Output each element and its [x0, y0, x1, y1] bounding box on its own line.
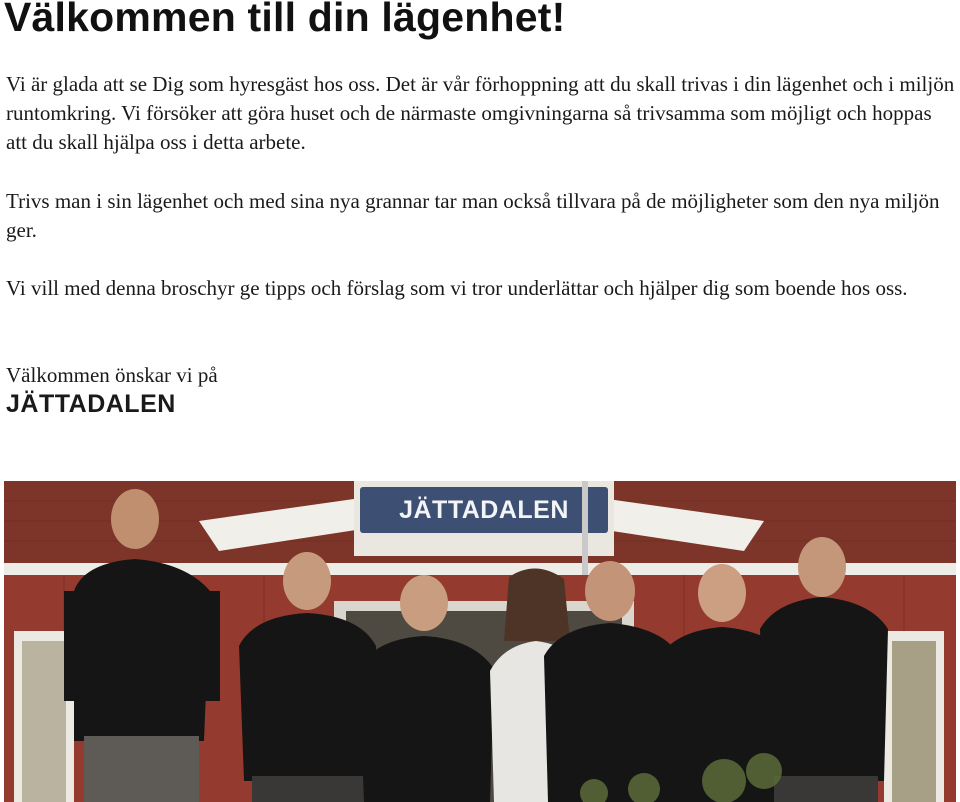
intro-paragraph: Vi är glada att se Dig som hyresgäst hos oss. Det är vår förhoppning att du skall trivas i din lägenhet och i miljön runtomkring. Vi försöker att göra huset och de närmaste omgivningarna så trivsamma som möjligt och hoppas att du skall hjälpa oss i detta arbete.: [6, 72, 955, 154]
building-sign-text: JÄTTADALEN: [399, 496, 569, 524]
signoff-text: Välkommen önskar vi på: [6, 363, 218, 387]
staff-group-photo: [4, 481, 956, 802]
page-title: Välkommen till din lägenhet!: [4, 0, 566, 40]
signoff-organization: JÄTTADALEN: [6, 390, 176, 418]
environment-paragraph: Trivs man i sin lägenhet och med sina nya grannar tar man också tillvara på de möjligheter som den nya miljön ger.: [6, 189, 940, 242]
brochure-paragraph: Vi vill med denna broschyr ge tipps och förslag som vi tror underlättar och hjälper dig som boende hos oss.: [6, 276, 908, 300]
